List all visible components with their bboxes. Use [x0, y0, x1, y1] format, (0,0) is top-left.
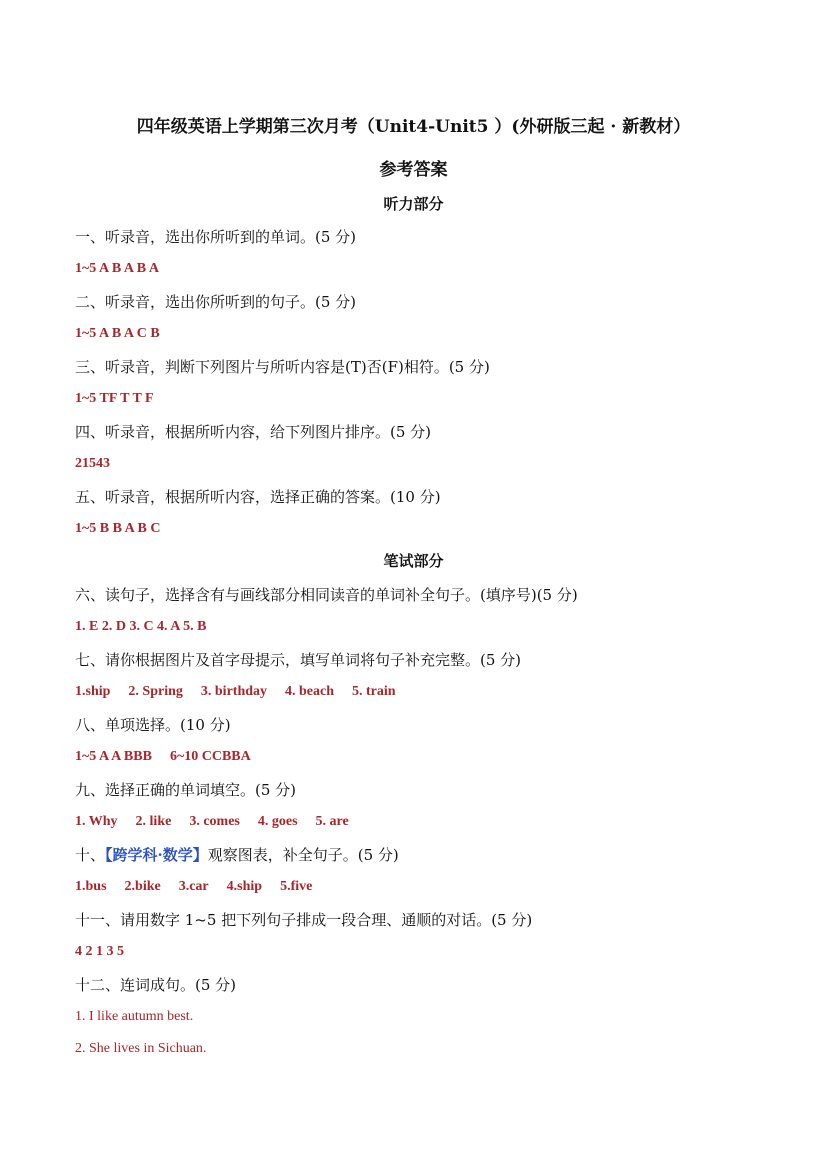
- answer-10-item: 3.car: [178, 879, 209, 894]
- question-12: 十二、连词成句。(5 分): [75, 976, 237, 994]
- answer-8-item: 1~5 A A BBB: [75, 749, 152, 764]
- answer-2: 1~5 A B A C B: [75, 326, 160, 341]
- question-2: 二、听录音，选出你所听到的句子。(5 分): [75, 293, 357, 311]
- answer-10: [75, 879, 330, 895]
- answer-10-item: 1.bus: [75, 879, 107, 894]
- document-subtitle: 参考答案: [379, 160, 448, 180]
- answer-10-item: 2.bike: [124, 879, 161, 894]
- answer-7-item: 1.ship: [75, 684, 111, 699]
- question-6: 六、读句子，选择含有与画线部分相同读音的单词补全句子。(填序号)(5 分): [75, 586, 578, 604]
- cross-subject-tag: 【跨学科·数学】: [105, 846, 208, 864]
- question-5: 五、听录音，根据所听内容，选择正确的答案。(10 分): [75, 488, 441, 506]
- answer-8: [75, 749, 269, 765]
- answer-3: 1~5 TF T T F: [75, 391, 154, 406]
- question-10-text: 观察图表，补全句子。(5 分): [207, 846, 399, 864]
- answer-12-sentence-1: 1. I like autumn best.: [75, 1009, 194, 1024]
- answer-6: 1. E 2. D 3. C 4. A 5. B: [75, 619, 207, 634]
- answer-9-item: 4. goes: [257, 814, 298, 829]
- answer-7: [75, 684, 414, 700]
- question-9: 九、选择正确的单词填空。(5 分): [75, 781, 297, 799]
- answer-7-item: 3. birthday: [200, 684, 268, 699]
- answer-4: 21543: [75, 456, 110, 471]
- answer-9-item: 5. are: [315, 814, 349, 829]
- answer-7-item: 2. Spring: [128, 684, 183, 699]
- question-10-number: 十、: [75, 846, 106, 864]
- answer-12-sentence-2: 2. She lives in Sichuan.: [75, 1041, 207, 1056]
- question-8: 八、单项选择。(10 分): [75, 716, 231, 734]
- answer-1: 1~5 A B A B A: [75, 261, 159, 276]
- answer-10-item: 5.five: [280, 879, 313, 894]
- answer-9-item: 1. Why: [75, 814, 118, 829]
- answer-7-item: 4. beach: [285, 684, 335, 699]
- listening-heading: 听力部分: [383, 195, 444, 213]
- answer-8-item: 6~10 CCBBA: [169, 749, 251, 764]
- answer-9: [75, 814, 367, 830]
- question-10: [75, 844, 399, 865]
- answer-10-item: 4.ship: [226, 879, 263, 894]
- answer-5: 1~5 B B A B C: [75, 521, 161, 536]
- answer-11: 4 2 1 3 5: [75, 944, 124, 959]
- answer-9-item: 2. like: [135, 814, 172, 829]
- document-title: 四年级英语上学期第三次月考（Unit4-Unit5 ）(外研版三起 · 新教材）: [136, 117, 691, 137]
- question-3: 三、听录音，判断下列图片与所听内容是(T)否(F)相符。(5 分): [75, 358, 490, 376]
- writing-heading: 笔试部分: [383, 552, 444, 570]
- answer-7-item: 5. train: [352, 684, 396, 699]
- question-11: 十一、请用数字 1~5 把下列句子排成一段合理、通顺的对话。(5 分): [75, 911, 533, 929]
- question-7: 七、请你根据图片及首字母提示，填写单词将句子补充完整。(5 分): [75, 651, 522, 669]
- question-4: 四、听录音，根据所听内容，给下列图片排序。(5 分): [75, 423, 432, 441]
- answer-9-item: 3. comes: [189, 814, 240, 829]
- question-1: 一、听录音，选出你所听到的单词。(5 分): [75, 228, 357, 246]
